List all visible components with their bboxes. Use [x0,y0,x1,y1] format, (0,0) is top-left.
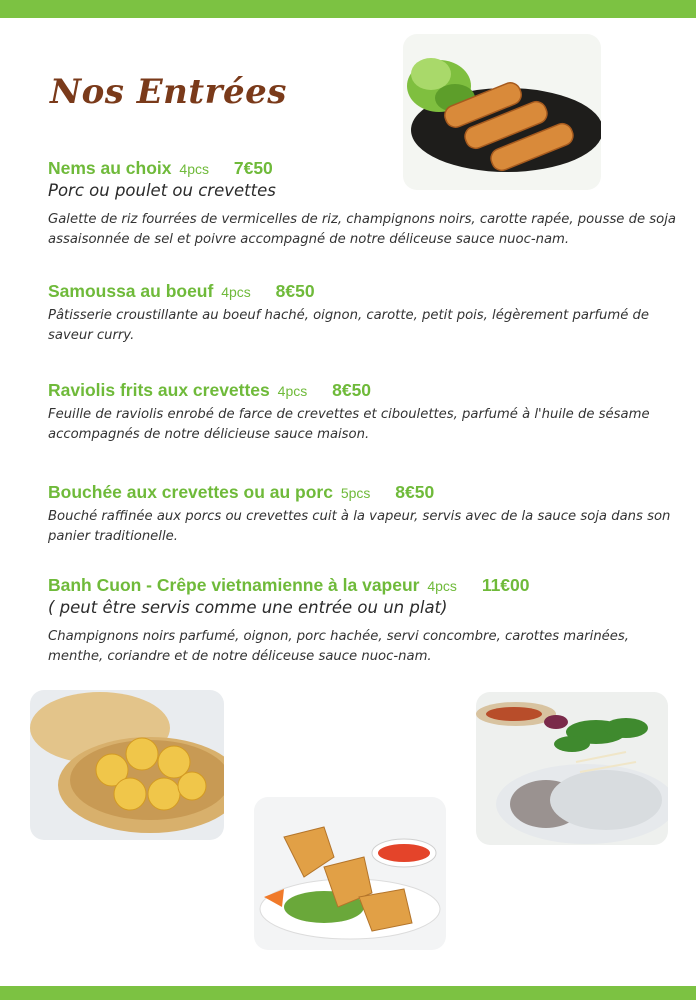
item-name: Banh Cuon - Crêpe vietnamienne à la vapeur [48,575,420,595]
item-description: Pâtisserie croustillante au boeuf haché, oignon, carotte, petit pois, légèrement parfumé de saveur curry. [48,308,650,343]
item-pieces: 5pcs [340,485,371,501]
item-description: Bouché raffinée aux porcs ou crevettes cuit à la vapeur, servis avec de la sauce soja dans son panier traditionelle. [48,509,671,544]
bottom-green-bar [0,986,696,1000]
item-description: Galette de riz fourrées de vermicelles de riz, champignons noirs, carotte rapée, pousse de soja assaisonnée de sel et poivre accompagné de notre déliceuse sauce nuoc-nam. [48,212,676,247]
item-price: 8€50 [332,380,372,400]
item-description: Champignons noirs parfumé, oignon, porc hachée, servi concombre, carottes marinées, menthe, coriandre et de notre déliceuse sauce nuoc-nam. [48,629,629,664]
item-name: Samoussa au boeuf [48,281,214,301]
page-title: Nos Entrées [50,72,287,112]
menu-item [48,380,680,445]
item-description: Feuille de raviolis enrobé de farce de crevettes et ciboulettes, parfumé à l'huile de sésame accompagnés de notre délicieuse sauce maison. [48,407,650,442]
banh-cuon-photo [476,692,668,845]
fried-ravioli-photo [254,797,446,950]
steamed-dumplings-photo [30,690,224,840]
item-price: 8€50 [275,281,315,301]
item-name: Bouchée aux crevettes ou au porc [48,482,333,502]
item-price: 7€50 [233,158,273,178]
item-price: 11€00 [481,575,530,595]
item-pieces: 4pcs [427,578,457,594]
top-green-bar [0,0,696,18]
menu-item [48,575,680,667]
item-subtitle: Porc ou poulet ou crevettes [48,181,276,200]
menu-item [48,281,680,346]
item-price: 8€50 [395,482,435,502]
item-pieces: 4pcs [179,161,209,177]
item-name: Raviolis frits aux crevettes [48,380,270,400]
item-pieces: 4pcs [221,284,251,300]
menu-item [48,158,680,250]
item-name: Nems au choix [48,158,172,178]
item-subtitle: ( peut être servis comme une entrée ou un plat) [48,598,448,617]
menu-item [48,482,680,547]
item-pieces: 4pcs [277,383,308,399]
